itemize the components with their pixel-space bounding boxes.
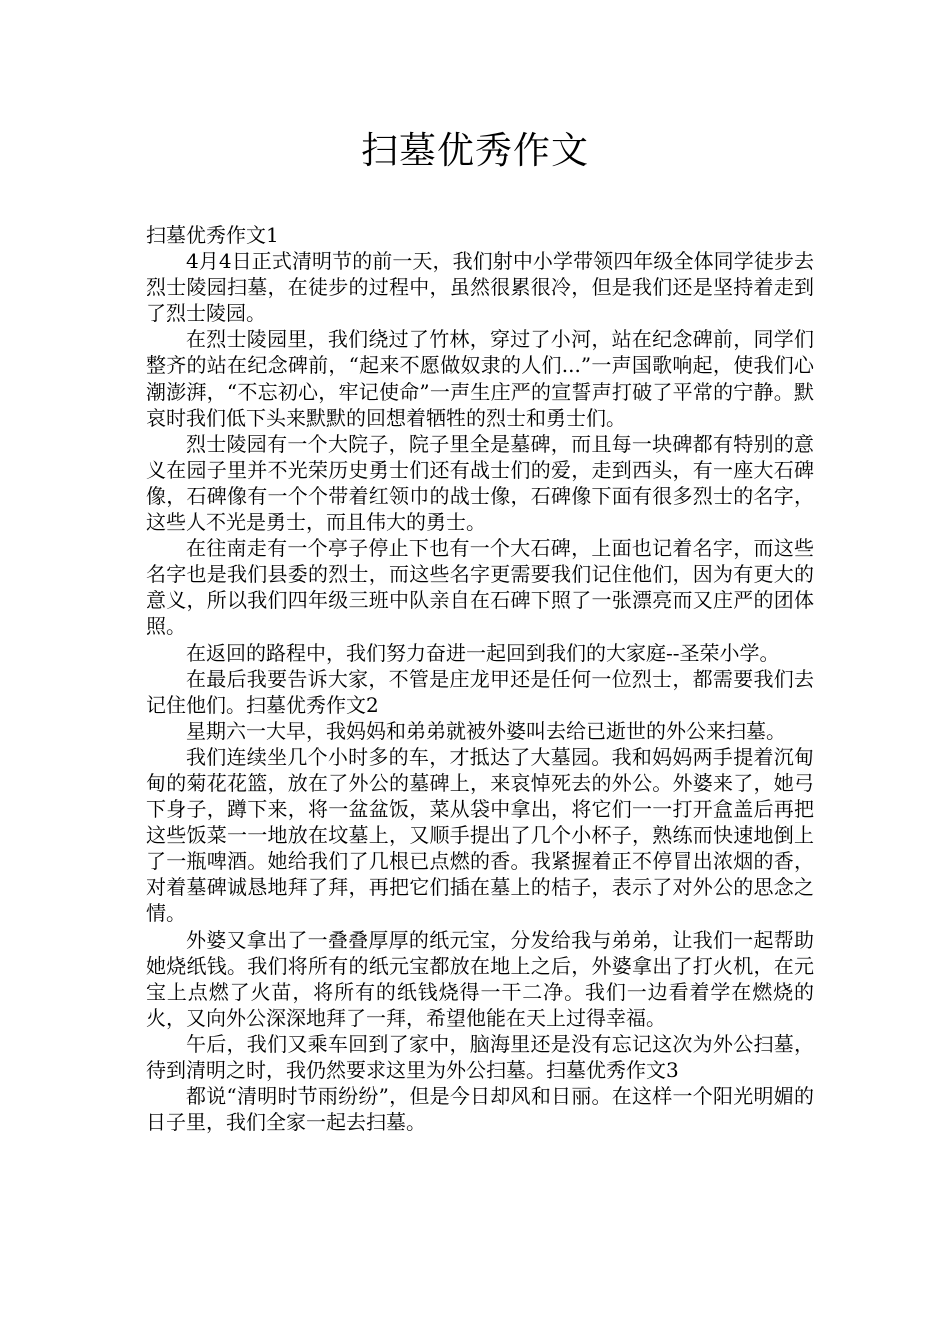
paragraph: 都说“清明时节雨纷纷”，但是今日却风和日丽。在这样一个阳光明媚的日子里，我们全家一起去扫墓。 <box>146 1084 814 1135</box>
document-body <box>146 222 814 1135</box>
paragraph: 午后，我们又乘车回到了家中，脑海里还是没有忘记这次为外公扫墓，待到清明之时，我仍然要求这里为外公扫墓。扫墓优秀作文3 <box>146 1031 814 1082</box>
paragraph: 在返回的路程中，我们努力奋进一起回到我们的大家庭--圣荣小学。 <box>186 640 780 665</box>
paragraph: 烈士陵园有一个大院子，院子里全是墓碑，而且每一块碑都有特别的意义在园子里并不光荣历史勇士们还有战士们的爱，走到西头，有一座大石碑像，石碑像有一个个带着红领巾的战士像，石碑像下面有很多烈士的名字，这些人不光是勇士，而且伟大的勇士。 <box>146 431 814 535</box>
paragraph: 星期六一大早，我妈妈和弟弟就被外婆叫去给已逝世的外公来扫墓。 <box>186 718 786 743</box>
paragraph: 在最后我要告诉大家，不管是庄龙甲还是任何一位烈士，都需要我们去记住他们。扫墓优秀作文2 <box>146 666 814 717</box>
paragraph: 外婆又拿出了一叠叠厚厚的纸元宝，分发给我与弟弟，让我们一起帮助她烧纸钱。我们将所有的纸元宝都放在地上之后，外婆拿出了打火机，在元宝上点燃了火苗，将所有的纸钱烧得一干二净。我们一边看着学在燃烧的火，又向外公深深地拜了一拜，希望他能在天上过得幸福。 <box>146 927 814 1030</box>
section-heading: 扫墓优秀作文1 <box>146 223 279 247</box>
paragraph: 在往南走有一个亭子停止下也有一个大石碑，上面也记着名字，而这些名字也是我们县委的烈士，而这些名字更需要我们记住他们，因为有更大的意义，所以我们四年级三班中队亲自在石碑下照了一张漂亮而又庄严的团体照。 <box>146 536 814 639</box>
paragraph: 4月4日正式清明节的前一天，我们射中小学带领四年级全体同学徒步去烈士陵园扫墓，在徒步的过程中，虽然很累很冷，但是我们还是坚持着走到了烈士陵园。 <box>146 249 814 326</box>
paragraph: 在烈士陵园里，我们绕过了竹林，穿过了小河，站在纪念碑前，同学们整齐的站在纪念碑前，“起来不愿做奴隶的人们...”一声国歌响起，使我们心潮澎湃，“不忘初心，牢记使命”一声生庄严的宣誓声打破了平常的宁静。默哀时我们低下头来默默的回想着牺牲的烈士和勇士们。 <box>146 327 814 430</box>
paragraph: 我们连续坐几个小时多的车，才抵达了大墓园。我和妈妈两手提着沉甸甸的菊花花篮，放在了外公的墓碑上，来哀悼死去的外公。外婆来了，她弓下身子，蹲下来，将一盆盆饭，菜从袋中拿出，将它们一一打开盒盖后再把这些饭菜一一地放在坟墓上，又顺手提出了几个小杯子，熟练而快速地倒上了一瓶啤酒。她给我们了几根已点燃的香。我紧握着正不停冒出浓烟的香，对着墓碑诚恳地拜了拜，再把它们插在墓上的桔子，表示了对外公的思念之情。 <box>146 744 814 926</box>
document-title: 扫墓优秀作文 <box>361 129 589 172</box>
